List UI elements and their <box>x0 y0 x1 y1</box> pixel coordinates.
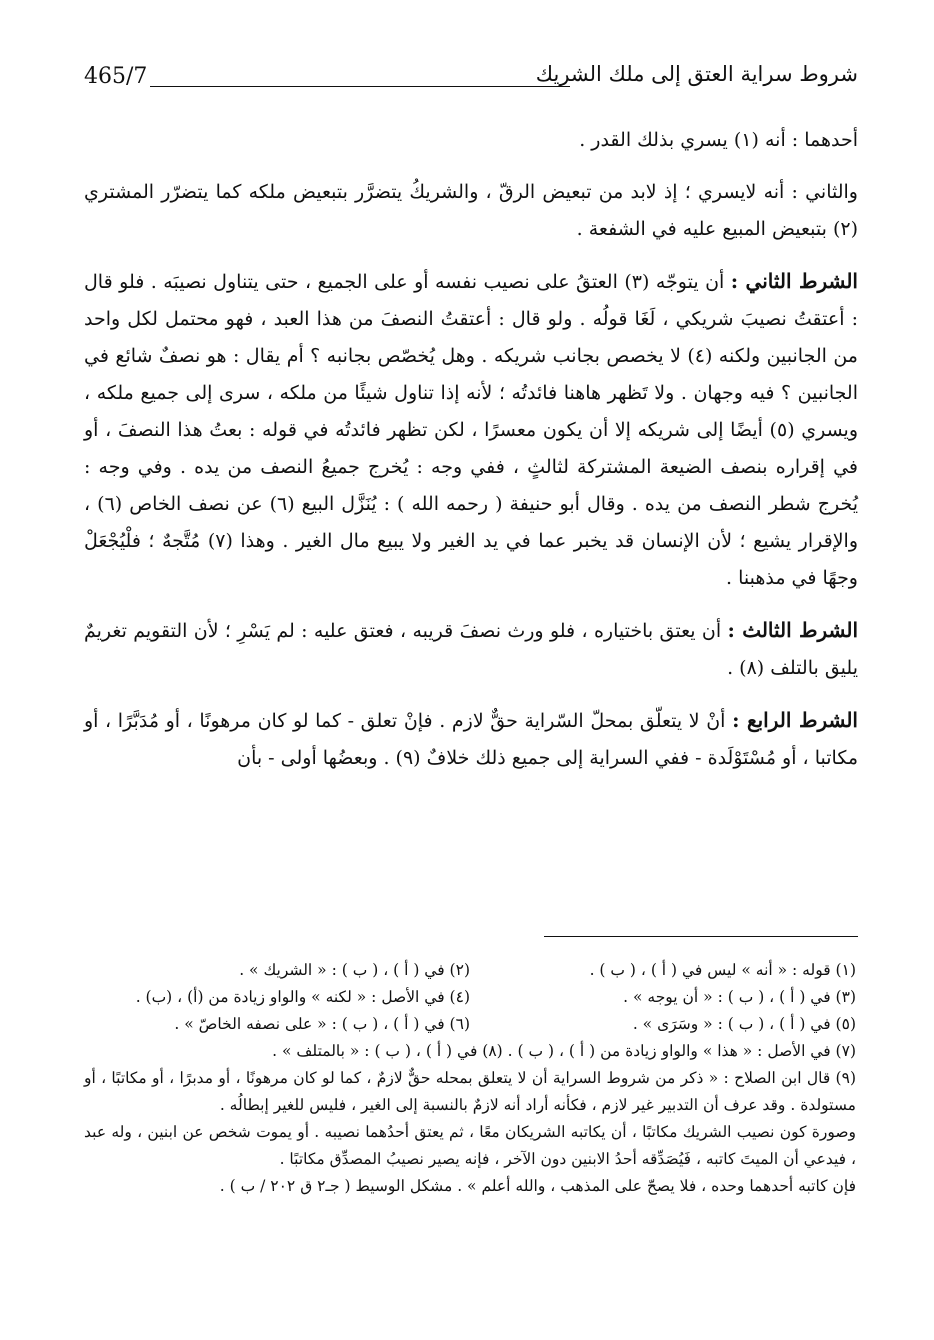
page-number: 465/7 <box>84 64 148 89</box>
condition-2-text: أن يتوجّه (٣) العتقُ على نصيب نفسه أو على الجميع ، حتى يتناول نصيبَه . فلو قال : أعتقتُ نصيبَ شريكي ، لَغَا قولُه . ولو قال : أعتقتُ النصفَ من هذا العبد ، فهو محتمل لكل واحد من الجانبين ولكنه (٤) لا يخصص بجانب شريكه . وهل يُخصّص بجانبه ؟ أم يقال : هو نصفٌ شائع في الجانبين ؟ فيه وجهان . ولا تَظهر هاهنا فائدتُه ؛ لأنه إذا تناول شيئًا من ملكه ، سرى إلى جميع ملكه ، ويسري (٥) أيضًا إلى شريكه إلا أن يكون معسرًا ، لكن تظهر فائدتُه في قوله : بعتُ هذا النصفَ ، أو في إقراره بنصف الضيعة المشتركة لثالثٍ ، ففي وجه : يُخرج جميعُ النصف من يده . وفي وجه : يُخرج شطر النصف من يده . وقال أبو حنيفة ( رحمه الله ) : يُنَزَّل البيع (٦) عن نصف الخاص (٦) ، والإقرار يشيع ؛ لأن الإنسان قد يخبر عما في يد الغير ولا يبيع مال الغير . وهذا (٧) مُتَّجهٌ ؛ فلْيُجْعَلْ وجهًا في مذهبنا . <box>84 271 858 589</box>
condition-4-heading: الشرط الرابع : <box>732 708 858 732</box>
footnotes <box>84 957 856 1200</box>
footnote-separator <box>544 936 858 937</box>
footnote-9-part-2: وصورة كون نصيب الشريك مكاتبًا ، أن يكاتبه الشريكان معًا ، ثم يعتق أحدُهما نصيبه . أو يموت شخص عن ابنين ، وله عبد ، فيدعي أن الميتَ كاتبه ، فَيُصَدِّقه أحدُ الابنين دون الآخر ، فإنه يصير نصيبُ المصدِّق مكاتبًا . <box>84 1123 856 1168</box>
footnote-5: (٥) في ( أ ) ، ( ب ) : « وسَرَى » . <box>632 1015 856 1033</box>
running-title: شروط سراية العتق إلى ملك الشريك <box>535 62 858 86</box>
footnote-7-8: (٧) في الأصل : « هذا » والواو زيادة من ( أ ) ، ( ب ) . (٨) في ( أ ) ، ( ب ) : « بالمتلف » . <box>272 1042 856 1060</box>
footnote-row <box>84 984 856 1011</box>
paragraph-condition-3 <box>84 612 858 687</box>
paragraph-2: والثاني : أنه لايسري ؛ إذ لابد من تبعيض الرقّ ، والشريكُ يتضرَّر بتبعيض ملكه كما يتضرّر المشتري (٢) بتبعيض المبيع عليه في الشفعة . <box>84 181 858 240</box>
footnote-3: (٣) في ( أ ) ، ( ب ) : « أن يوجه » . <box>623 988 856 1006</box>
footnote-row <box>84 957 856 984</box>
paragraph-1: أحدهما : أنه (١) يسري بذلك القدر . <box>579 129 858 151</box>
footnote-9-part-1: (٩) قال ابن الصلاح : « ذكر من شروط السراية أن لا يتعلق بمحله حقٌّ لازمٌ ، كما لو كان مرهونًا ، أو مدبرًا ، أو مكاتبًا ، أو مستولدة . وقد عرف أن التدبير غير لازم ، فكأنه أراد أنه لازمٌ بالنسبة إلى الغير ، فليس للغير إبطالُه . <box>84 1069 856 1114</box>
footnote-6: (٦) في ( أ ) ، ( ب ) : « على نصفه الخاصّ » . <box>174 1015 470 1033</box>
running-header <box>84 62 858 102</box>
footnote-4: (٤) في الأصل : « لكنه » والواو زيادة من (أ) ، (ب) . <box>135 988 470 1006</box>
condition-2-heading: الشرط الثاني : <box>730 269 858 293</box>
footnote-2: (٢) في ( أ ) ، ( ب ) : « الشريك » . <box>239 961 470 979</box>
condition-4-text: أنْ لا يتعلّق بمحلّ السّراية حقٌّ لازم . فإنْ تعلق - كما لو كان مرهونًا ، أو مُدَبَّرًا ، أو مكاتبا ، أو مُسْتَوْلَدة - ففي السراية إلى جميع ذلك خلافٌ (٩) . وبعضُها أولى - بأن <box>84 710 858 769</box>
condition-3-text: أن يعتق باختياره ، فلو ورث نصفَ قريبه ، فعتق عليه : لم يَسْرِ ؛ لأن التقويم تغريمٌ يليق بالتلف (٨) . <box>84 620 858 679</box>
condition-3-heading: الشرط الثالث : <box>727 618 859 642</box>
paragraph-condition-2 <box>84 263 858 597</box>
footnote-9-part-3: فإن كاتبه أحدهما وحده ، فلا يصحّ على المذهب ، والله أعلم » . مشكل الوسيط ( جـ٢ ق ٢٠٢ / ب ) . <box>219 1177 856 1195</box>
header-rule <box>150 86 570 87</box>
footnote-row <box>84 1011 856 1038</box>
footnote-1: (١) قوله : « أنه » ليس في ( أ ) ، ( ب ) . <box>589 961 856 979</box>
main-text <box>84 122 858 792</box>
paragraph-condition-4 <box>84 702 858 777</box>
